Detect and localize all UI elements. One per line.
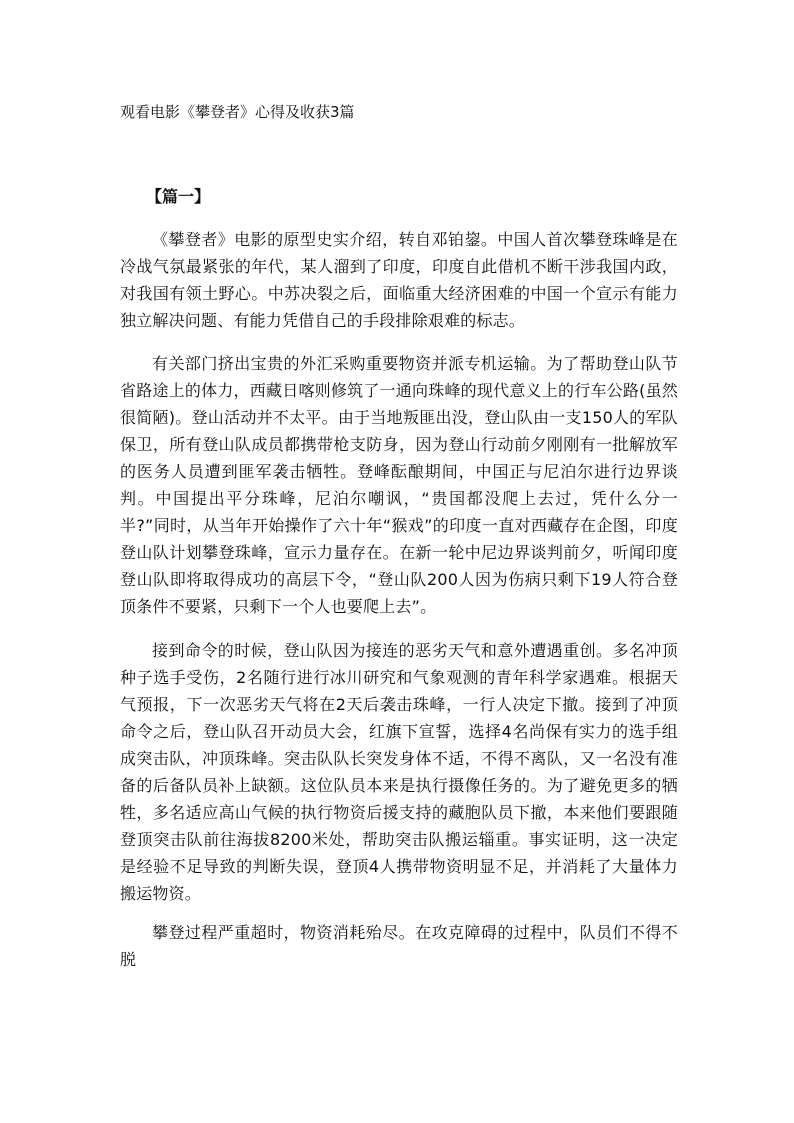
article-body <box>120 226 678 987</box>
paragraph-4: 攀登过程严重超时，物资消耗殆尽。在攻克障碍的过程中，队员们不得不脱 <box>120 923 678 969</box>
document-title: 观看电影《攀登者》心得及收获3篇 <box>120 103 355 121</box>
paragraph-3: 接到命令的时候，登山队因为接连的恶劣天气和意外遭遇重创。多名冲顶种子选手受伤，2名随行进行冰川研究和气象观测的青年科学家遇难。根据天气预报，下一次恶劣天气将在2天后袭击珠峰，一行人决定下撤。接到了冲顶命令之后，登山队召开动员大会，红旗下宣誓，选择4名尚保有实力的选手组成突击队，冲顶珠峰。突击队队长突发身体不适，不得不离队，又一名没有准备的后备队员补上缺额。这位队员本来是执行摄像任务的。为了避免更多的牺牲，多名适应高山气候的执行物资后援支持的藏胞队员下撤，本来他们要跟随登顶突击队前往海拔8200米处，帮助突击队搬运辎重。事实证明，这一决定是经验不足导致的判断失误，登顶4人携带物资明显不足，并消耗了大量体力搬运物资。 <box>120 641 678 903</box>
paragraph-2: 有关部门挤出宝贵的外汇采购重要物资并派专机运输。为了帮助登山队节省路途上的体力，西藏日喀则修筑了一通向珠峰的现代意义上的行车公路(虽然很简陋)。登山活动并不太平。由于当地叛匪出没，登山队由一支150人的军队保卫，所有登山队成员都携带枪支防身，因为登山行动前夕刚刚有一批解放军的医务人员遭到匪军袭击牺牲。登峰酝酿期间，中国正与尼泊尔进行边界谈判。中国提出平分珠峰，尼泊尔嘲讽，“贵国都没爬上去过，凭什么分一半?”同时，从当年开始操作了六十年“猴戏”的印度一直对西藏存在企图，印度登山队计划攀登珠峰，宣示力量存在。在新一轮中尼边界谈判前夕，听闻印度登山队即将取得成功的高层下令，“登山队200人因为伤病只剩下19人符合登顶条件不要紧，只剩下一个人也要爬上去”。 <box>120 354 678 616</box>
section-heading: 【篇一】 <box>146 187 211 206</box>
paragraph-1: 《攀登者》电影的原型史实介绍，转自邓铂鋆。中国人首次攀登珠峰是在冷战气氛最紧张的年代，某人溜到了印度，印度自此借机不断干涉我国内政，对我国有领土野心。中苏决裂之后，面临重大经济困难的中国一个宣示有能力独立解决问题、有能力凭借自己的手段排除艰难的标志。 <box>120 230 678 330</box>
